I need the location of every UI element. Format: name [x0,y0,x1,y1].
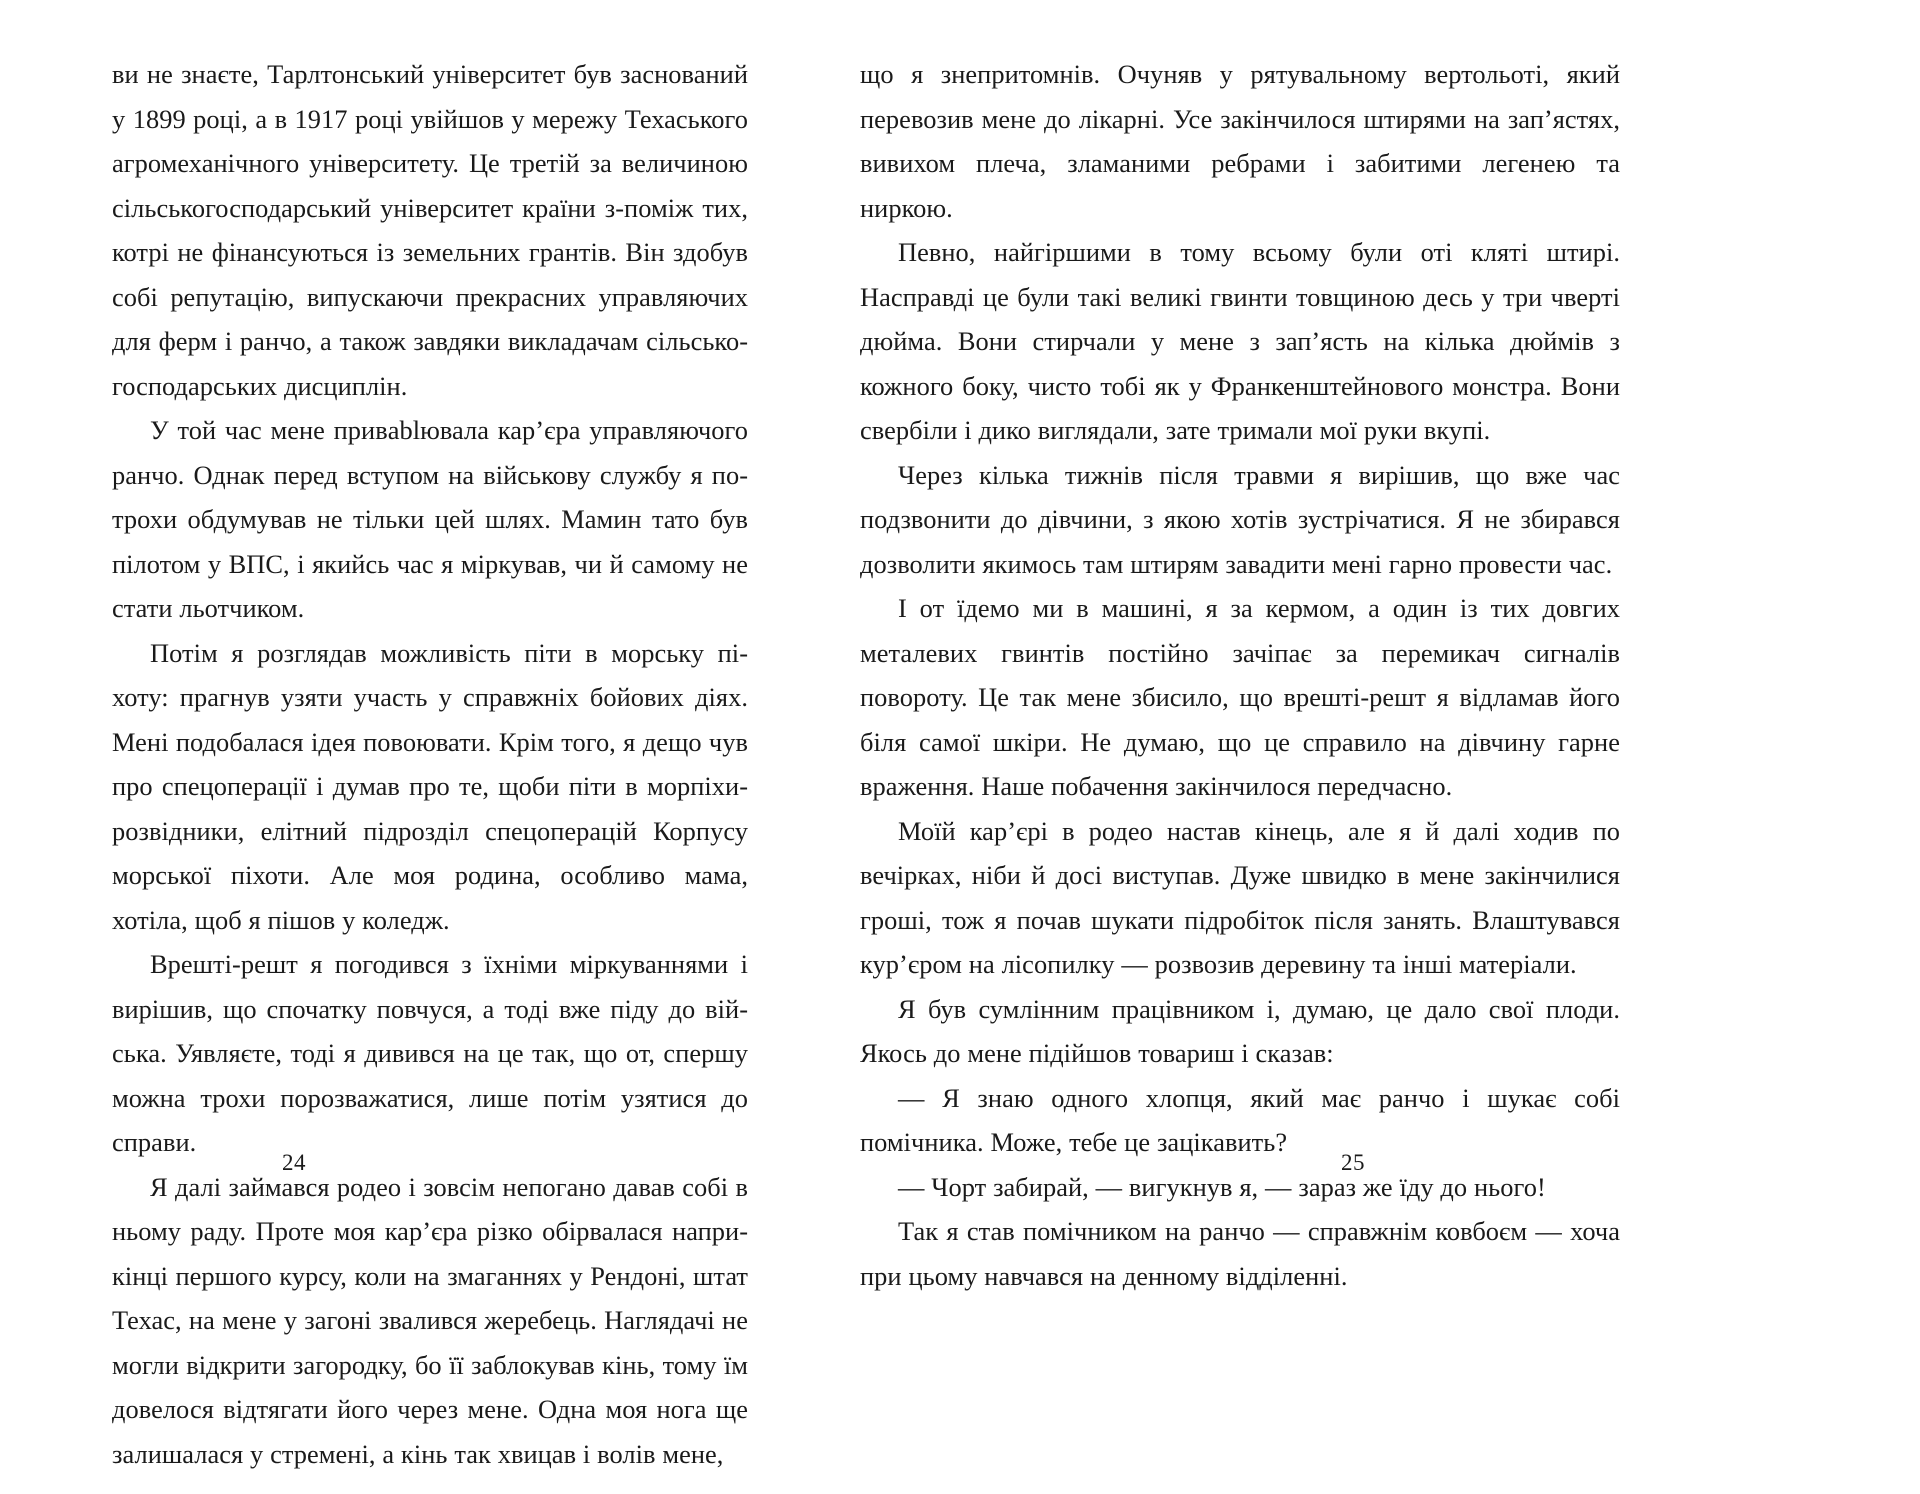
paragraph: Я був сумлінним працівником і, думаю, це дало свої плоди. Якось до мене підійшов товариш і сказав: [860,993,1620,1068]
paragraph: що я знепритомнів. Очуняв у рятувальному вертольоті, який перевозив мене до лікарні. Усе закінчилося штирями на зап’ястях, вивихом плеча, зламаними ребрами і забитими легенею та ниркою. [860,59,1620,223]
dialogue-line: — Я знаю одного хлопця, який має ранчо і шукає собі помічника. Може, тебе це зацікавить? [860,1082,1620,1157]
paragraph: У той час мене привablювала кар’єра управляючого ранчо. Однак перед вступом на військову службу я потрохи обдумував не тільки цей шлях. Мамин тато був пілотом у ВПС, і якийсь час я міркував, чи й самому не стати льотчиком. [112,415,748,623]
paragraph: Я далі займався родео і зовсім непогано давав собі в ньому раду. Проте моя кар’єра різко обірвалася наприкінці першого курсу, коли на змаганнях у Рендоні, штат Техас, на мене у загоні звалився жеребець. Наглядачі не могли відкрити загородку, бо її заблокував кінь, тому їм довелося відтягати його через мене. Одна моя нога ще залишалася у стремені, а кінь так хвицав і волів мене, [112,1171,748,1469]
right-page-text-block [860,52,1620,1298]
paragraph: І от їдемо ми в машині, я за кермом, а один із тих довгих металевих гвинтів постійно зачіпає за перемикач сигналів повороту. Це так мене збисило, що врешті-решт я відламав його біля самої шкіри. Не думаю, що це справило на дівчину гарне враження. Наше побачення закінчилося передчасно. [860,593,1620,801]
paragraph: Моїй кар’єрі в родео настав кінець, але я й далі ходив по вечірках, ніби й досі виступав. Дуже швидко в мене закінчилися гроші, тож я почав шукати підробіток після занять. Влаштувався кур’єром на лісопилку — розвозив деревину та інші матеріали. [860,815,1620,979]
paragraph: ви не знаєте, Тарлтонський університет був заснований у 1899 році, а в 1917 році увійшов у мережу Техаського агромеханічного університету. Це третій за величиною сільськогосподарський університет країни з-поміж тих, котрі не фінансуються із земельних грантів. Він здобув собі репутацію, випускаючи прекрасних управляючих для ферм і ранчо, а також завдяки викладачам сільськогосподарських дисциплін. [112,59,748,401]
paragraph: Через кілька тижнів після травми я вирішив, що вже час подзвонити до дівчини, з якою хотів зустрічатися. Я не збирався дозволити якимось там штирям завадити мені гарно провести час. [860,459,1620,579]
right-page [860,0,1920,1494]
dialogue-line: — Чорт забирай, — вигукнув я, — зараз же їду до нього! [898,1171,1546,1202]
left-page [0,0,860,1494]
page-number: 25 [1341,1150,1365,1175]
paragraph: Врешті-решт я погодився з їхніми міркуваннями і вирішив, що спочатку повчуся, а тоді вже піду до війська. Уявляєте, тоді я дивився на це так, що от, спершу можна трохи порозважатися, лише потім узятися до справи. [112,949,748,1157]
page-number: 24 [282,1150,306,1175]
paragraph: Так я став помічником на ранчо — справжнім ковбоєм — хоча при цьому навчався на денному відділенні. [860,1216,1620,1291]
paragraph: Потім я розглядав можливість піти в морську піхоту: прагнув узяти участь у справжніх бойових діях. Мені подобалася ідея повоювати. Крім того, я дещо чув про спецоперації і думав про те, щоби піти в морпіхирозвідники, елітний підрозділ спецоперацій Корпусу морської піхоти. Але моя родина, особливо мама, хотіла, щоб я пішов у коледж. [112,637,748,935]
left-page-text-block [112,52,748,1476]
paragraph: Певно, найгіршими в тому всьому були оті кляті штирі. Насправді це були такі великі гвинти товщиною десь у три чверті дюйма. Вони стирчали у мене з зап’ясть на кілька дюймів з кожного боку, чисто тобі як у Франкенштейнового монстра. Вони свербіли і дико виглядали, зате тримали мої руки вкупі. [860,237,1620,445]
